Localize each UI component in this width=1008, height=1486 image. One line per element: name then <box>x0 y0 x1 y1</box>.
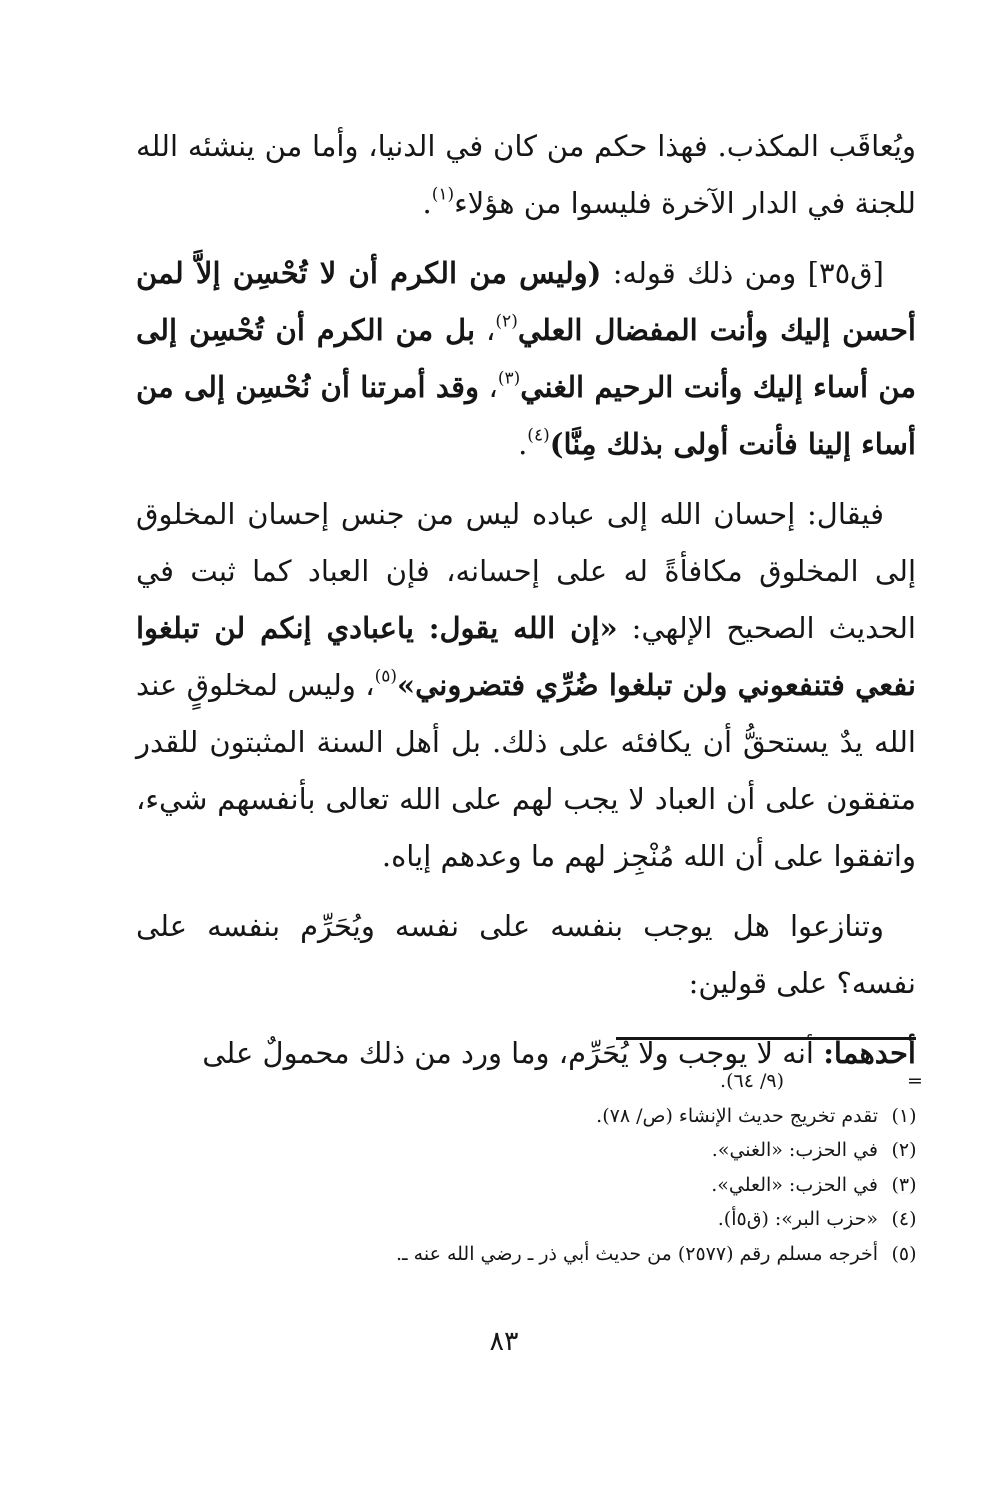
footnote-separator <box>616 1037 916 1040</box>
footnote-2-mark: (٢) <box>891 1139 917 1161</box>
manuscript-ref: [ق٣٥] <box>807 256 884 290</box>
footnote-ref-1: (١) <box>431 184 455 205</box>
paragraph-5-lead: أحدهما: <box>823 1036 916 1070</box>
paragraph-2-intro: ومن ذلك قوله: <box>601 256 808 290</box>
footnote-4 <box>110 1202 930 1237</box>
footnote-4-text: «حزب البر»: (ق٥أ). <box>717 1208 878 1230</box>
footnote-1-text: تقدم تخريج حديث الإنشاء (ص/ ٧٨). <box>596 1104 878 1127</box>
paragraph-3-text-b: ، وليس لمخلوقٍ عند الله يدٌ يستحقُّ أن يكافئه على ذلك. بل أهل السنة المثبتون للقدر متفقون على أن العباد لا يجب لهم على الله تعالى بأنفسهم شيء، واتفقوا على أن الله مُنْجِز لهم ما وعدهم إياه. <box>136 668 916 873</box>
paragraph-2-sep: ، <box>475 313 496 347</box>
footnote-5-mark: (٥) <box>891 1242 917 1265</box>
paragraph-4-text: وتنازعوا هل يوجب بنفسه على نفسه ويُحَرِّم بنفسه على نفسه؟ على قولين: <box>136 909 916 1000</box>
continuation-mark: = <box>907 1070 923 1092</box>
footnote-2 <box>110 1133 930 1168</box>
paragraph-1 <box>136 118 916 232</box>
footnote-1-mark: (١) <box>891 1104 917 1127</box>
footnote-ref-2: (٢) <box>495 311 518 332</box>
footnote-5-text: أخرجه مسلم رقم (٢٥٧٧) من حديث أبي ذر ـ رضي الله عنه ـ. <box>396 1242 878 1265</box>
paragraph-1-tail: . <box>422 186 432 220</box>
footnote-ref-4: (٤) <box>527 425 550 446</box>
footnote-ref-3: (٣) <box>497 368 521 389</box>
footnote-3-mark: (٣) <box>891 1173 917 1196</box>
footnote-2-text: في الحزب: «الغني». <box>711 1139 878 1161</box>
continuation-text: (٩/ ٦٤). <box>720 1070 784 1092</box>
footnote-continuation <box>110 1064 930 1099</box>
paragraph-2-sep-2: ، <box>479 370 498 404</box>
page-number: ٨٣ <box>489 1326 519 1357</box>
footnotes <box>110 1064 930 1271</box>
footnote-4-mark: (٤) <box>891 1208 917 1230</box>
quote-part-3: وقد أمرتنا أن نُحْسِن إلى من أساء إلينا فأنت أولى بذلك مِنَّا) <box>136 370 916 461</box>
paragraph-5-text: أنه لا يوجب ولا يُحَرِّم، وما ورد من ذلك محمولٌ على <box>202 1036 824 1070</box>
paragraph-2-tail: . <box>518 427 528 461</box>
footnote-1 <box>110 1099 930 1134</box>
footnote-3-text: في الحزب: «العلي». <box>711 1173 878 1196</box>
paragraph-3-text-a: فيقال: إحسان الله إلى عباده ليس من جنس إحسان المخلوق إلى المخلوق مكافأةً له على إحسانه، فإن العباد كما ثبت في الحديث الصحيح الإلهي: <box>136 497 917 645</box>
paragraph-3 <box>136 486 916 885</box>
quote-part-1: (وليس من الكرم أن لا تُحْسِن إلاَّ لمن أحسن إليك وأنت المفضال العلي <box>136 256 916 347</box>
quote-part-2: بل من الكرم أن تُحْسِن إلى من أساء إليك وأنت الرحيم الغني <box>136 313 916 404</box>
paragraph-1-text: ويُعاقَب المكذب. فهذا حكم من كان في الدنيا، وأما من ينشئه الله للجنة في الدار الآخرة فليسوا من هؤلاء <box>136 129 916 220</box>
footnote-3 <box>110 1168 930 1203</box>
main-text <box>136 118 916 1082</box>
hadith-quote: «إن الله يقول: ياعبادي إنكم لن تبلغوا نفعي فتنفعوني ولن تبلغوا ضُرِّي فتضروني» <box>136 611 916 702</box>
footnote-ref-5: (٥) <box>374 666 397 687</box>
footnote-5 <box>110 1237 930 1272</box>
paragraph-4 <box>136 898 916 1012</box>
paragraph-2 <box>136 245 916 473</box>
